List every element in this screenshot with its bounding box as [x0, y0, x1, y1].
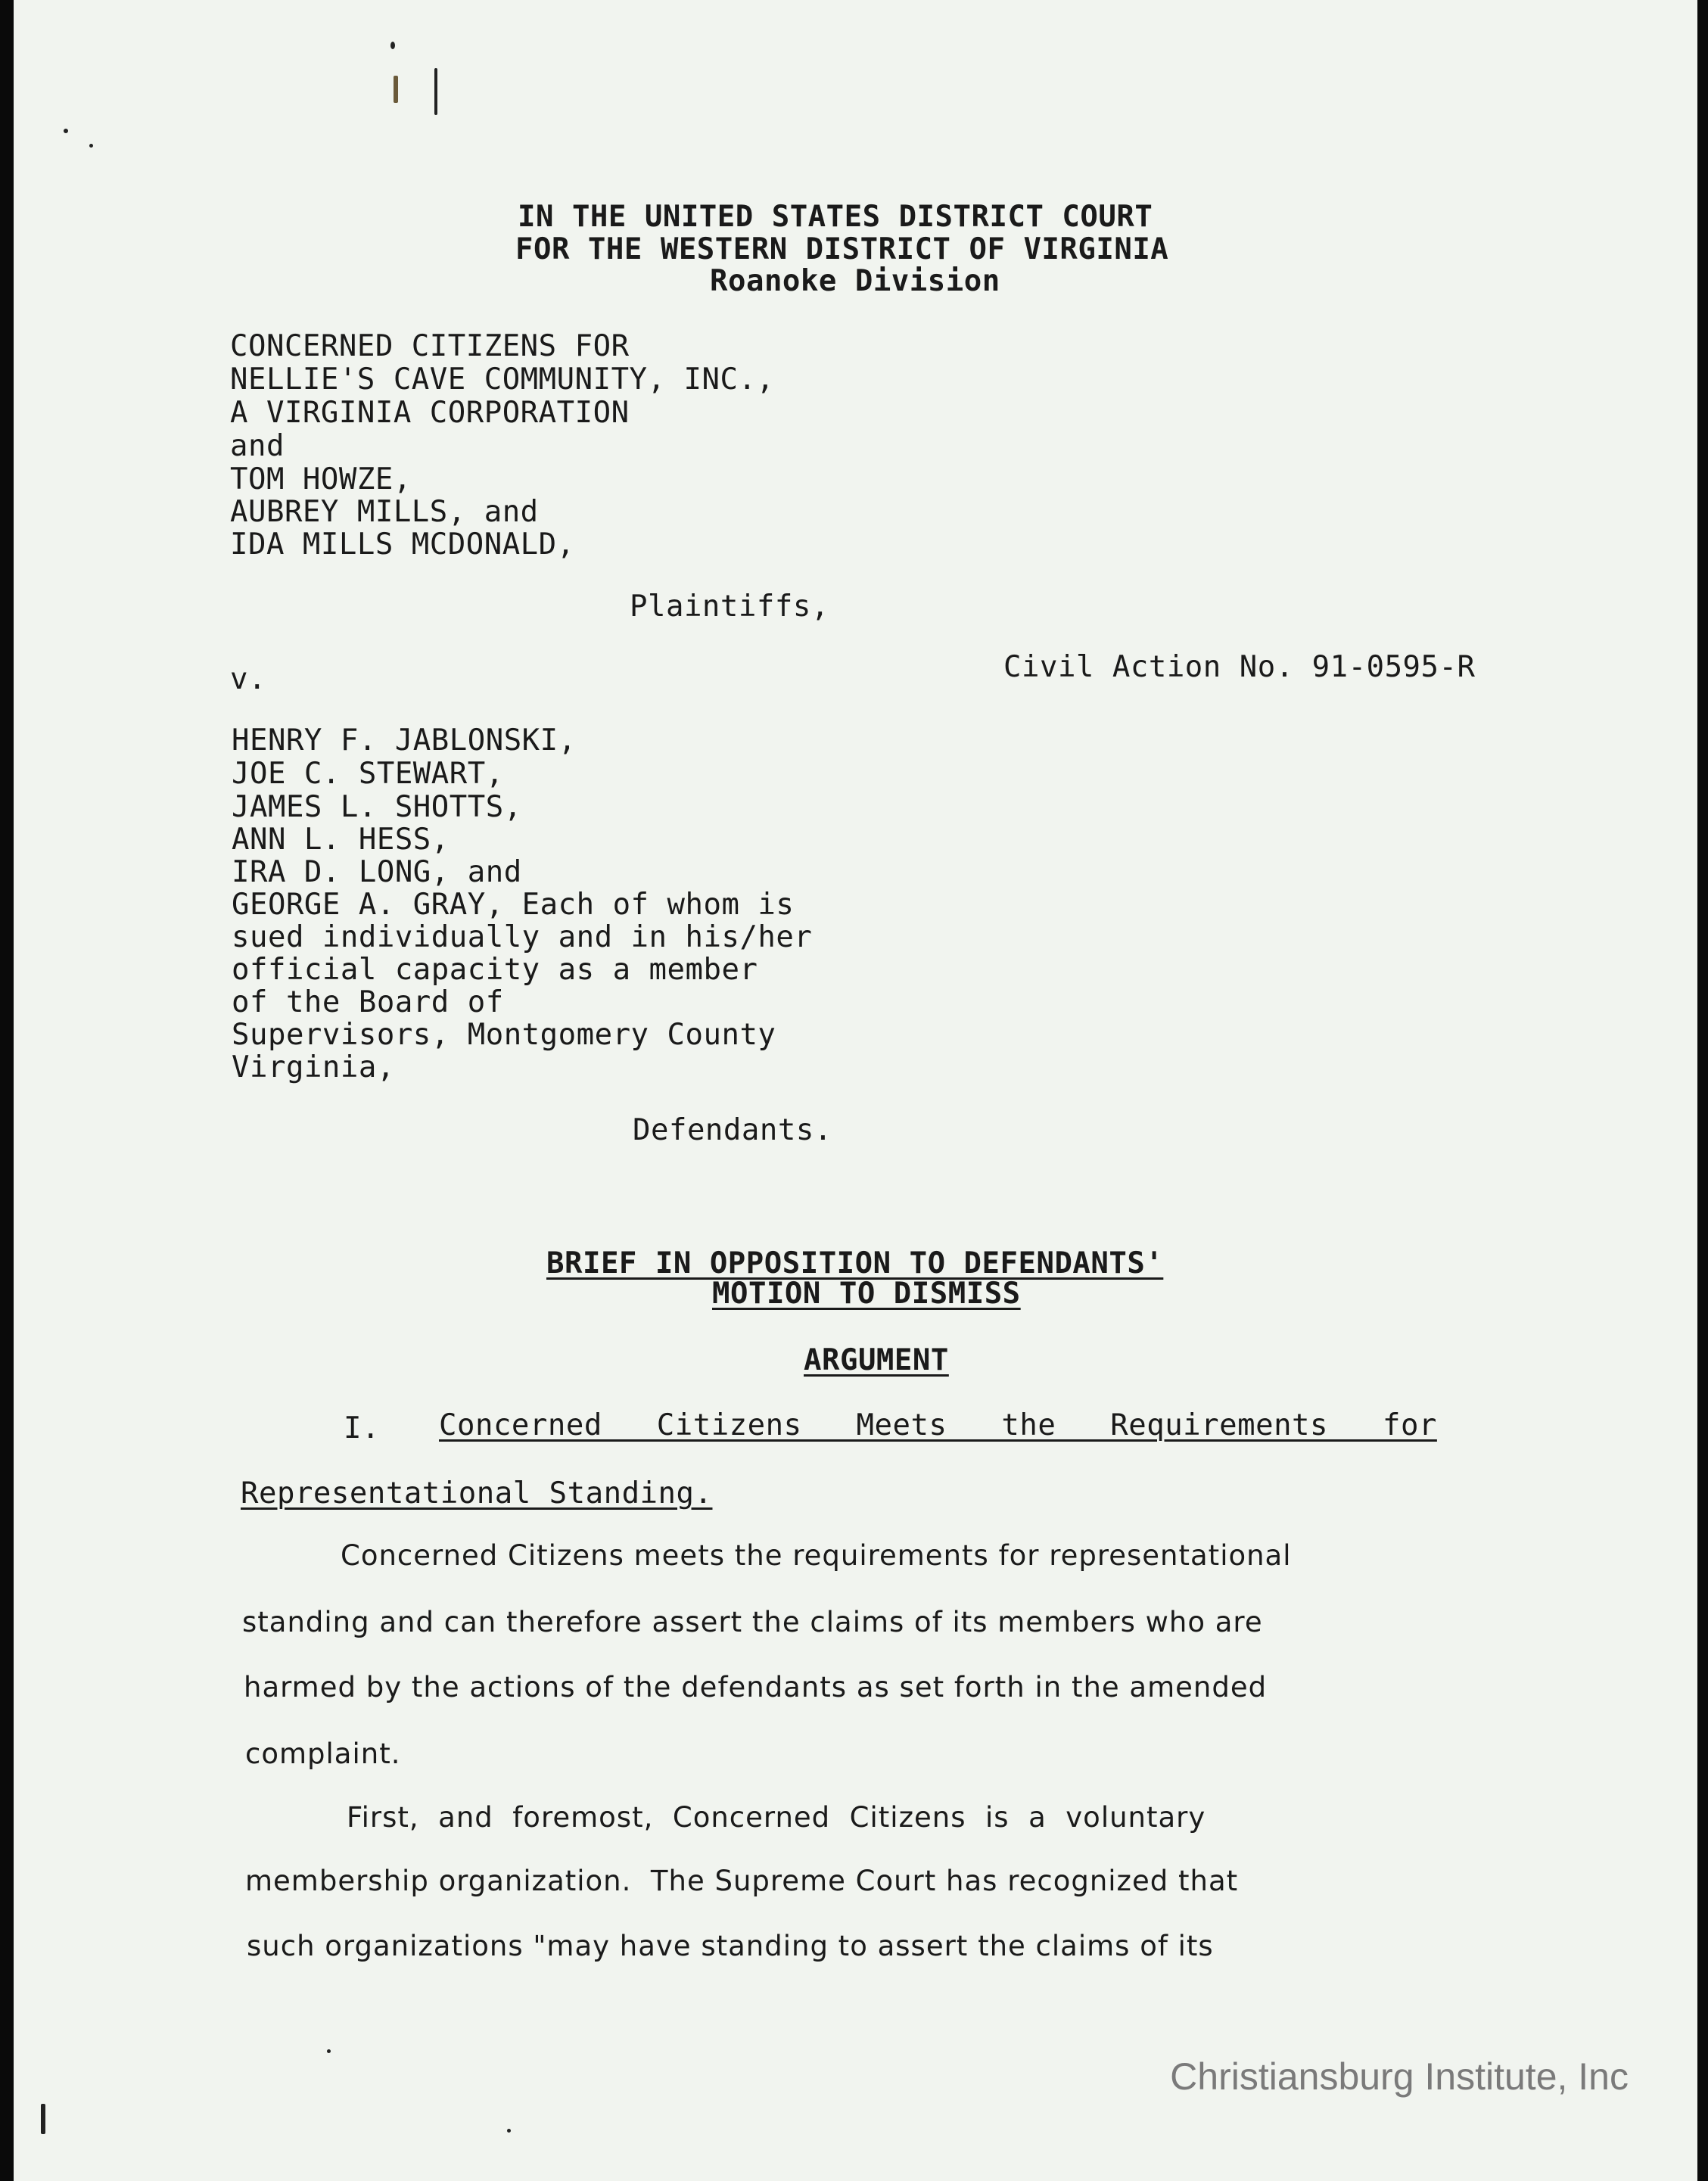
defendant-line: Virginia,: [232, 1050, 395, 1084]
plaintiff-line: AUBREY MILLS, and: [230, 495, 539, 529]
body-line: such organizations "may have standing to assert the claims of its: [247, 1930, 1214, 1962]
paper-mark: [507, 2129, 511, 2133]
body-line: First, and foremost, Concerned Citizens is a voluntary: [347, 1801, 1206, 1834]
watermark: Christiansburg Institute, Inc: [1170, 2055, 1629, 2098]
defendant-line: official capacity as a member: [232, 953, 758, 987]
court-division: Roanoke Division: [710, 264, 1000, 298]
plaintiff-line: TOM HOWZE,: [230, 462, 412, 496]
brief-title-line2: MOTION TO DISMISS: [712, 1277, 1021, 1311]
defendants-label: Defendants.: [633, 1113, 832, 1147]
body-line: membership organization. The Supreme Court has recognized that: [245, 1865, 1239, 1897]
section-heading: Concerned Citizens Meets the Requirements for: [439, 1408, 1437, 1442]
defendant-line: HENRY F. JABLONSKI,: [232, 723, 577, 758]
body-line: harmed by the actions of the defendants as set forth in the amended: [244, 1671, 1268, 1703]
paper-mark: [41, 2104, 45, 2134]
plaintiffs-label: Plaintiffs,: [630, 590, 829, 624]
defendant-line: ANN L. HESS,: [232, 823, 450, 857]
body-line: complaint.: [245, 1738, 401, 1770]
brief-title: BRIEF IN OPPOSITION TO DEFENDANTS': [546, 1246, 1164, 1280]
paper-mark: [327, 2049, 331, 2053]
paper-mark: [434, 68, 437, 115]
section-number: I.: [344, 1411, 380, 1445]
defendant-line: GEORGE A. GRAY, Each of whom is: [232, 888, 795, 922]
plaintiff-line: A VIRGINIA CORPORATION: [230, 396, 630, 430]
document-page: [14, 0, 1697, 2181]
defendant-line: sued individually and in his/her: [232, 920, 813, 954]
body-line: standing and can therefore assert the claims of its members who are: [242, 1606, 1263, 1638]
paper-mark: [390, 42, 395, 49]
plaintiff-line: and: [230, 429, 285, 463]
versus-label: v.: [230, 662, 266, 696]
body-line: Concerned Citizens meets the requirements for representational: [341, 1539, 1292, 1572]
defendant-line: of the Board of: [232, 985, 504, 1019]
argument-heading: ARGUMENT: [804, 1343, 949, 1377]
court-name: IN THE UNITED STATES DISTRICT COURT: [518, 200, 1153, 234]
plaintiff-line: CONCERNED CITIZENS FOR: [230, 329, 630, 363]
paper-mark: [89, 144, 93, 148]
defendant-line: Supervisors, Montgomery County: [232, 1018, 776, 1052]
plaintiff-line: NELLIE'S CAVE COMMUNITY, INC.,: [230, 362, 775, 397]
defendant-line: JOE C. STEWART,: [232, 757, 504, 791]
defendant-line: IRA D. LONG, and: [232, 855, 522, 889]
court-district: FOR THE WESTERN DISTRICT OF VIRGINIA: [515, 232, 1169, 266]
defendant-line: JAMES L. SHOTTS,: [232, 790, 522, 824]
plaintiff-line: IDA MILLS MCDONALD,: [230, 527, 575, 562]
paper-mark: [394, 76, 398, 103]
civil-action-number: Civil Action No. 91-0595-R: [1003, 650, 1476, 684]
paper-mark: [64, 129, 68, 133]
section-heading-line2: Representational Standing.: [241, 1476, 713, 1511]
